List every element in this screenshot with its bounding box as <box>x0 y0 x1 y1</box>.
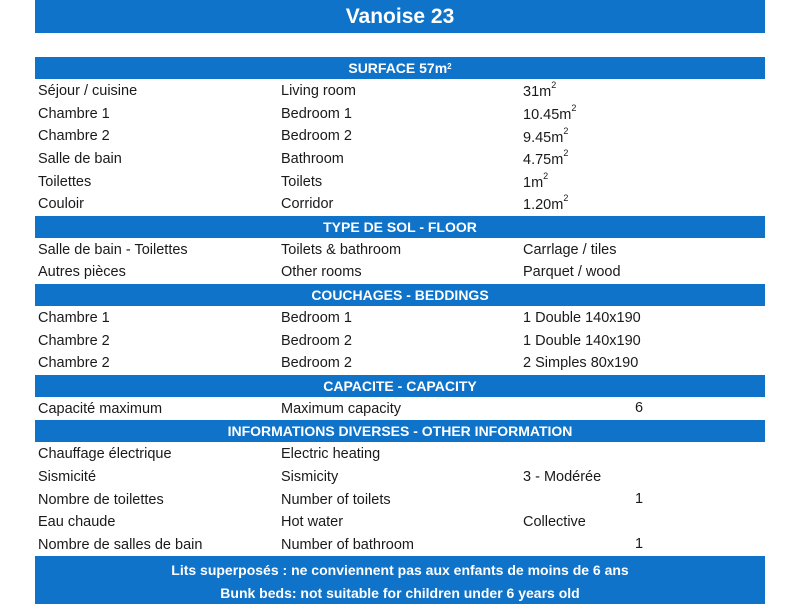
label-en: Other rooms <box>281 264 362 281</box>
label-fr: Chambre 1 <box>38 310 110 327</box>
capacity-header: CAPACITE - CAPACITY <box>35 375 765 398</box>
value-cell <box>520 355 765 371</box>
value-text: 4.75m <box>523 151 564 168</box>
label-en: Toilets <box>281 173 323 190</box>
label-en: Sismicity <box>281 469 339 486</box>
floor-header: TYPE DE SOL - FLOOR <box>35 216 765 239</box>
table-row <box>35 239 765 262</box>
label-en: Toilets & bathroom <box>281 241 402 258</box>
value-text: 1 Double 140x190 <box>523 310 641 327</box>
table-row <box>35 80 765 103</box>
spec-sheet <box>35 0 765 604</box>
value-text: 1m <box>523 174 544 191</box>
value-text: 9.45m <box>523 129 564 146</box>
label-en: Maximum capacity <box>281 400 402 417</box>
table-row <box>35 511 765 534</box>
label-fr: Autres pièces <box>38 264 126 281</box>
table-row <box>35 466 765 489</box>
label-fr: Sismicité <box>38 469 97 486</box>
value-cell <box>520 264 765 280</box>
surface-header-text: SURFACE 57m <box>348 60 448 76</box>
value-text: 10.45m <box>523 106 572 123</box>
table-row <box>35 103 765 126</box>
label-fr: Nombre de salles de bain <box>38 536 203 553</box>
value-cell <box>520 82 765 100</box>
label-en: Corridor <box>281 196 334 213</box>
value-cell <box>520 195 765 213</box>
label-en: Bedroom 2 <box>281 128 352 145</box>
table-row <box>35 488 765 511</box>
unit-sup: 2 <box>563 148 569 159</box>
beddings-header: COUCHAGES - BEDDINGS <box>35 284 765 307</box>
spacer <box>35 33 765 57</box>
label-fr: Salle de bain <box>38 151 122 168</box>
value-text: 1.20m <box>523 197 564 214</box>
label-fr: Chambre 2 <box>38 332 110 349</box>
value-text: Collective <box>523 514 586 531</box>
value-cell <box>520 242 765 258</box>
table-row <box>35 125 765 148</box>
label-en: Bedroom 2 <box>281 332 352 349</box>
value-text: Carrlage / tiles <box>523 241 617 258</box>
unit-sup: 2 <box>563 193 569 204</box>
label-fr: Capacité maximum <box>38 400 163 417</box>
value-text: 1 Double 140x190 <box>523 332 641 349</box>
count-value: 1 <box>635 490 644 507</box>
value-cell <box>520 333 765 349</box>
label-fr: Salle de bain - Toilettes <box>38 241 188 258</box>
table-row <box>35 307 765 330</box>
table-row <box>35 398 765 421</box>
table-row <box>35 352 765 375</box>
label-en: Living room <box>281 83 356 100</box>
unit-sup: 2 <box>551 80 557 91</box>
surface-header <box>35 57 765 80</box>
value-cell <box>520 170 765 191</box>
info-rows <box>35 443 765 556</box>
value-cell <box>520 102 765 123</box>
label-en: Bathroom <box>281 151 344 168</box>
unit-sup: 2 <box>563 125 569 136</box>
label-fr: Eau chaude <box>38 514 116 531</box>
value-text: 3 - Modérée <box>523 469 602 486</box>
count-value: 6 <box>635 399 644 416</box>
info-header: INFORMATIONS DIVERSES - OTHER INFORMATION <box>35 420 765 443</box>
label-fr: Toilettes <box>38 173 92 190</box>
unit-sup: 2 <box>543 170 549 181</box>
table-row <box>35 193 765 216</box>
value-cell <box>520 125 765 146</box>
table-row <box>35 261 765 284</box>
label-en: Bedroom 2 <box>281 355 352 372</box>
label-fr: Séjour / cuisine <box>38 83 138 100</box>
value-cell <box>520 150 765 168</box>
label-en: Number of bathroom <box>281 536 414 553</box>
label-fr: Chambre 1 <box>38 105 110 122</box>
floor-rows <box>35 239 765 284</box>
count-value: 1 <box>635 535 644 552</box>
label-fr: Couloir <box>38 196 84 213</box>
label-fr: Chambre 2 <box>38 128 110 145</box>
footer-line-en: Bunk beds: not suitable for children under 6 years old <box>220 584 580 601</box>
surface-rows <box>35 80 765 216</box>
table-row <box>35 534 765 557</box>
footer-note <box>35 556 765 604</box>
label-fr: Chambre 2 <box>38 355 110 372</box>
footer-line-fr: Lits superposés : ne conviennent pas aux enfants de moins de 6 ans <box>171 562 629 579</box>
unit-sup: 2 <box>571 102 577 113</box>
label-en: Number of toilets <box>281 491 391 508</box>
label-en: Bedroom 1 <box>281 310 352 327</box>
beddings-rows <box>35 307 765 375</box>
table-row <box>35 443 765 466</box>
label-fr: Nombre de toilettes <box>38 491 164 508</box>
label-fr: Chauffage électrique <box>38 446 172 463</box>
value-text: Parquet / wood <box>523 264 621 281</box>
capacity-rows <box>35 398 765 421</box>
table-row <box>35 170 765 193</box>
value-cell <box>520 310 765 326</box>
value-text: 31m <box>523 84 552 101</box>
page-title: Vanoise 23 <box>35 0 765 33</box>
value-text: 2 Simples 80x190 <box>523 355 639 372</box>
table-row <box>35 148 765 171</box>
label-en: Electric heating <box>281 446 381 463</box>
table-row <box>35 329 765 352</box>
label-en: Bedroom 1 <box>281 105 352 122</box>
value-cell <box>520 514 765 530</box>
surface-header-sup: 2 <box>447 61 452 71</box>
label-en: Hot water <box>281 514 344 531</box>
value-cell <box>520 469 765 485</box>
